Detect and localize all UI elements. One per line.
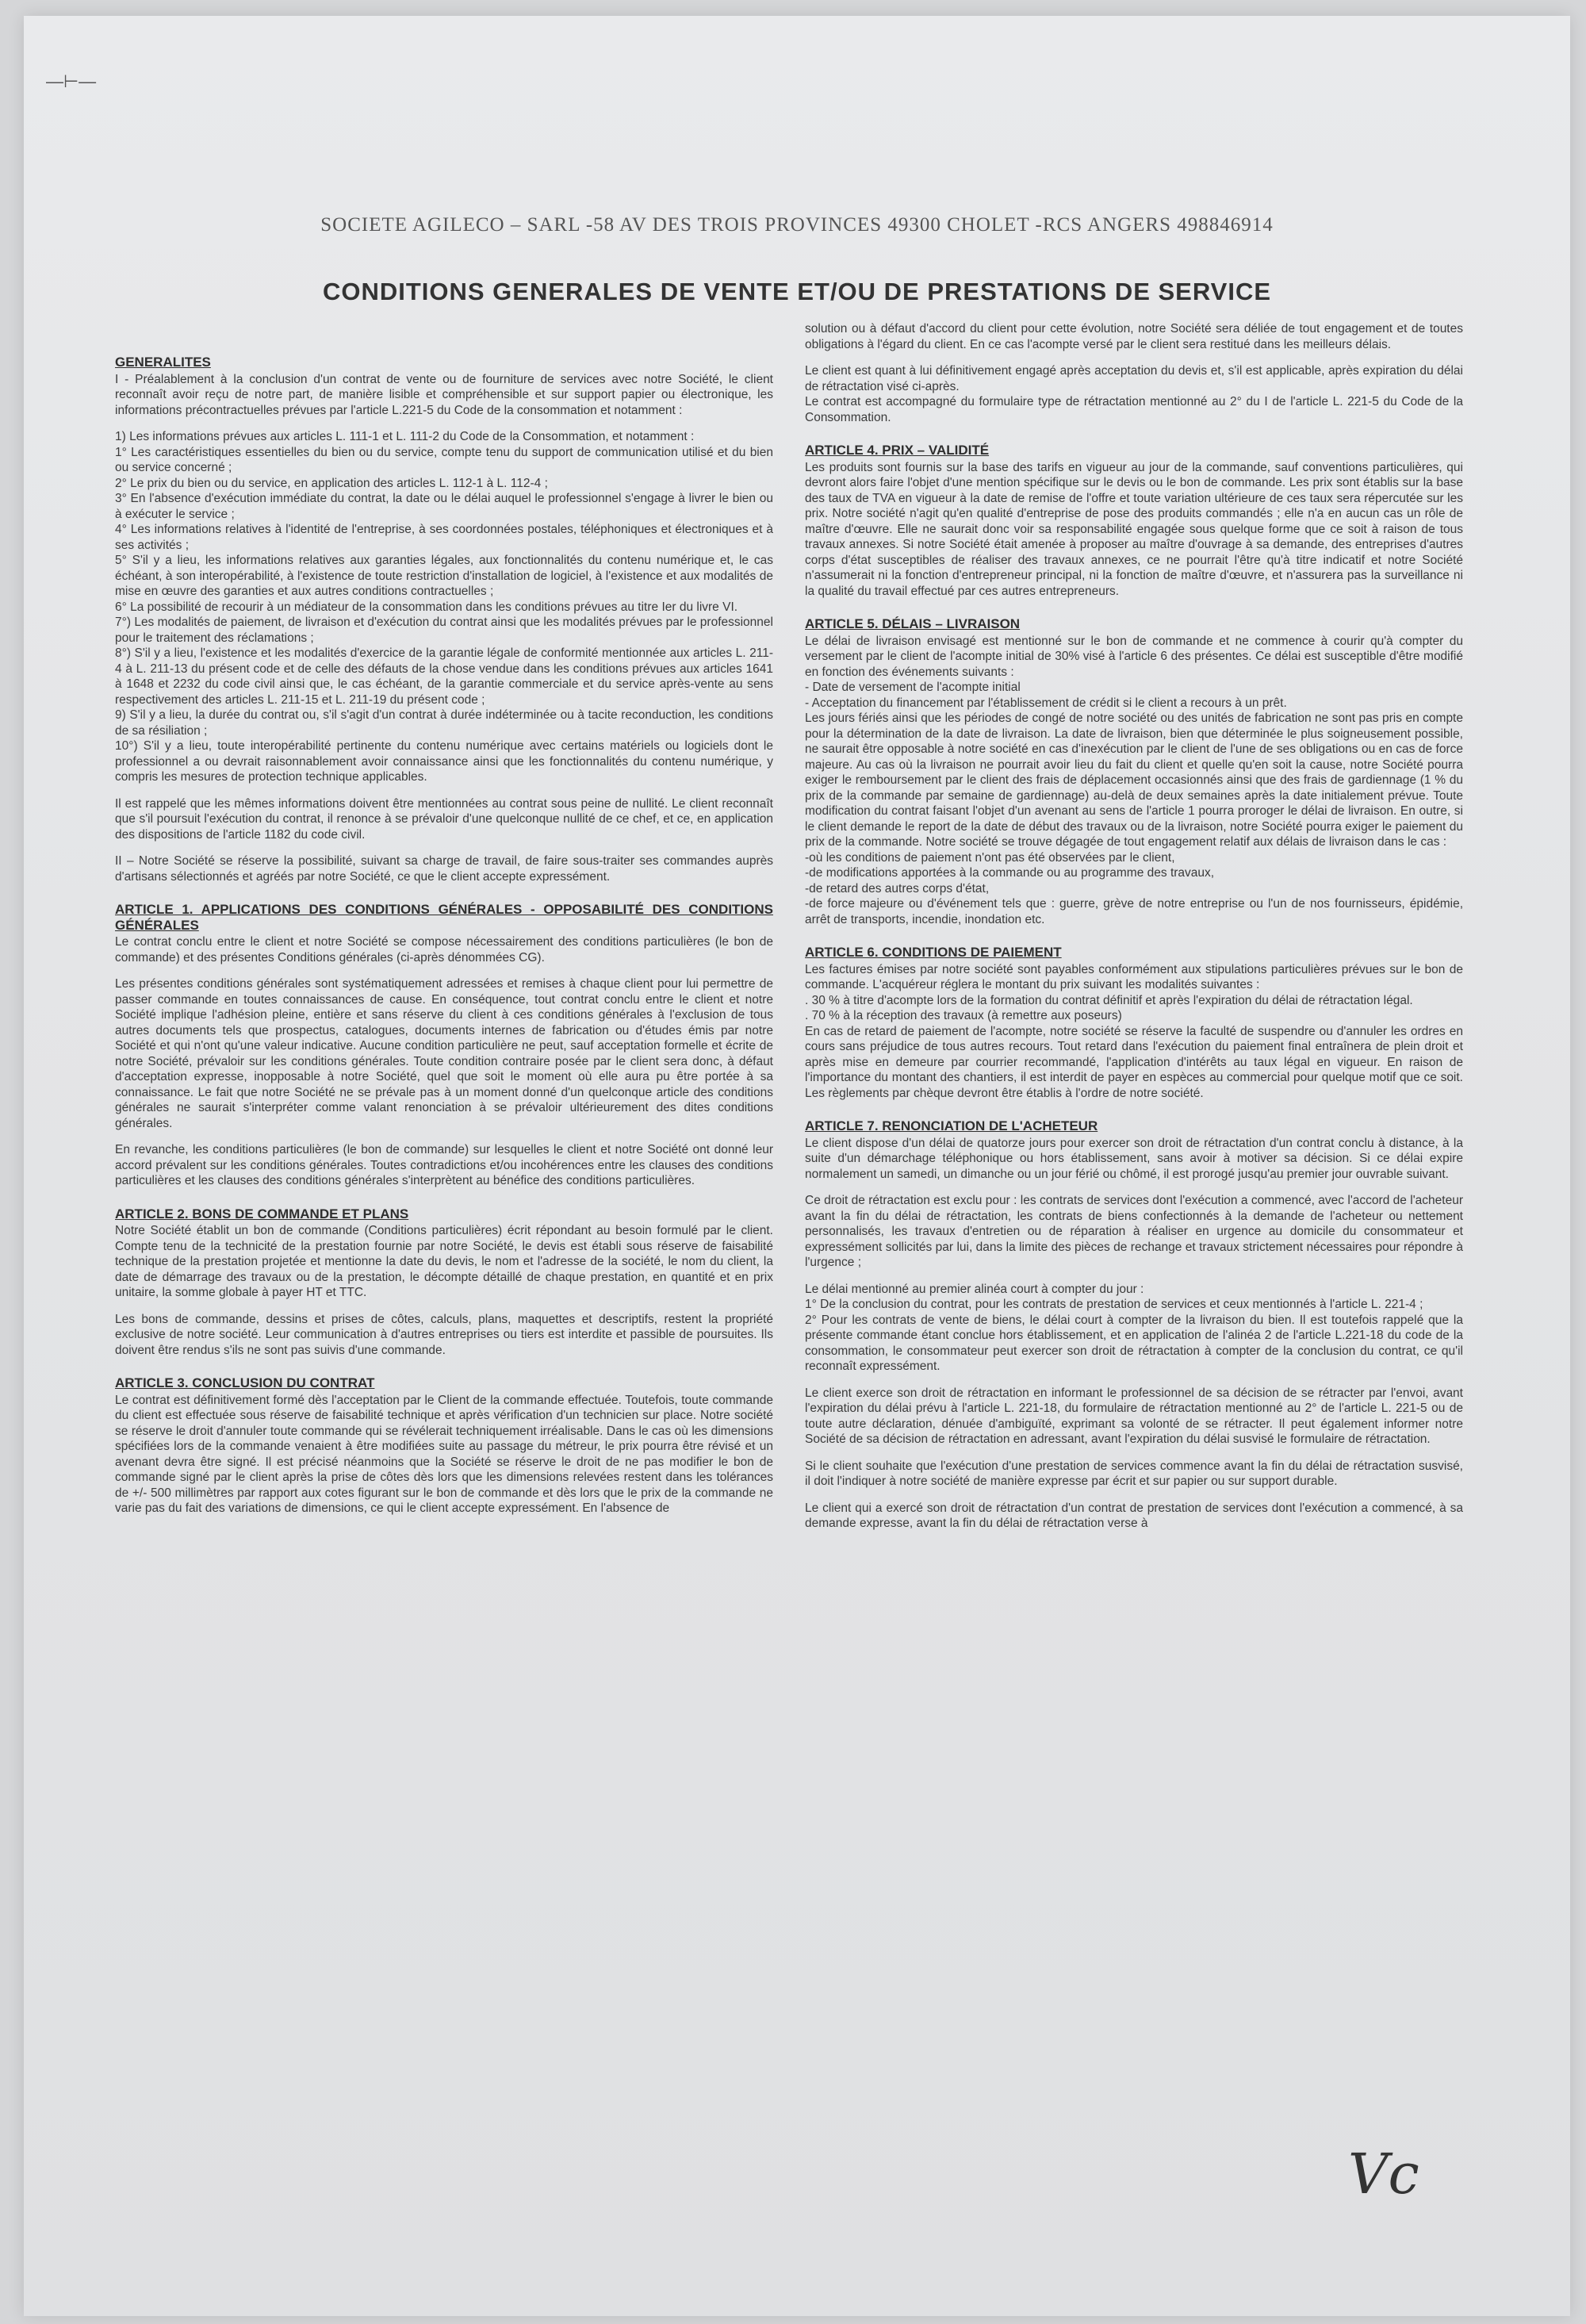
paragraph: 1) Les informations prévues aux articles L. 111-1 et L. 111-2 du Code de la Consommation, et notamment : bbox=[115, 430, 695, 443]
paragraph: I - Préalablement à la conclusion d'un contrat de vente ou de fourniture de services avec notre Société, le client reconnaît avoir reçu de notre part, de manière lisible et compréhensible et sur support papier ou électronique, les informations précontractuelles prévues par l'article L.221-5 du Code de la consommation et notamment : bbox=[115, 372, 773, 417]
list-item: -où les conditions de paiement n'ont pas été observées par le client, bbox=[805, 850, 1175, 865]
list-item: 6° La possibilité de recourir à un médiateur de la consommation dans les conditions prévues au titre Ier du livre VI. bbox=[115, 600, 738, 614]
list-item: 5° S'il y a lieu, les informations relatives aux garanties légales, aux fonctionnalités du contenu numérique et, le cas échéant, à son interopérabilité, à l'existence de toute restriction d'installation de logiciel, à l'existence et aux modalités de mise en œuvre des garanties et aux autres conditions contractuelles ; bbox=[115, 554, 773, 598]
list-item: 1° De la conclusion du contrat, pour les contrats de prestation de services et ceux mentionnés à l'article L. 221-4 ; bbox=[805, 1298, 1423, 1311]
list-item: 3° En l'absence d'exécution immédiate du contrat, la date ou le délai auquel le professionnel s'engage à livrer le bien ou à exécuter le service ; bbox=[115, 492, 773, 521]
article-heading: ARTICLE 7. RENONCIATION DE L'ACHETEUR bbox=[805, 1118, 1098, 1133]
scan-mark: —⊢— bbox=[46, 71, 97, 91]
article-heading: ARTICLE 5. DÉLAIS – LIVRAISON bbox=[805, 616, 1021, 631]
handwritten-initials: Vc bbox=[1348, 2142, 1419, 2207]
list-item: 10°) S'il y a lieu, toute interopérabilité pertinente du contenu numérique avec certains matériels ou logiciels dont le professionnel a ou devrait raisonnablement avoir connaissance ainsi que les fonctionnalités du contenu numérique, y compris les mesures de protection technique applicables. bbox=[115, 739, 773, 784]
company-header: SOCIETE AGILECO – SARL -58 AV DES TROIS PROVINCES 49300 CHOLET -RCS ANGERS 498846914 bbox=[320, 214, 1274, 236]
article-heading: ARTICLE 6. CONDITIONS DE PAIEMENT bbox=[805, 945, 1062, 960]
paragraph: Les factures émises par notre société sont payables conformément aux stipulations particulières prévues sur le bon de commande. L'acquéreur réglera le montant du prix suivant les modalités suivantes : bbox=[805, 962, 1463, 991]
list-item: -de modifications apportées à la commande ou au programme des travaux, bbox=[805, 866, 1215, 880]
right-column bbox=[805, 321, 1463, 1543]
list-item: 2° Le prix du bien ou du service, en application des articles L. 112-1 à L. 112-4 ; bbox=[115, 476, 548, 490]
list-item: - Acceptation du financement par l'établissement de crédit si le client a recours à un prêt. bbox=[805, 696, 1287, 710]
list-item: -de retard des autres corps d'état, bbox=[805, 881, 990, 895]
left-column bbox=[115, 337, 773, 1528]
information-list bbox=[115, 445, 773, 785]
paragraph: Le délai de livraison envisagé est mentionné sur le bon de commande et ne commence à courir qu'à compter du versement par le client de l'acompte initial de 30% visé à l'article 6 des présentes. Ce délai est susceptible d'être modifié en fonction des événements suivants : bbox=[805, 634, 1463, 679]
article-heading: ARTICLE 3. CONCLUSION DU CONTRAT bbox=[115, 1375, 375, 1390]
paragraph: solution ou à défaut d'accord du client pour cette évolution, notre Société sera déliée de tout engagement et de toutes obligations à l'égard du client. En ce cas l'acompte versé par le client sera restitué dans les meilleurs délais. bbox=[805, 322, 1463, 351]
paragraph: Les produits sont fournis sur la base des tarifs en vigueur au jour de la commande, sauf conventions particulières, qui devront alors faire l'objet d'une mention spécifique sur le devis ou le bon de commande. Les prix sont établis sur la base des taux de TVA en vigueur à la date de remise de l'offre et toute variation ultérieure de ces taux sera répercutée sur les prix. Notre société n'agit qu'en qualité d'entreprise de pose des produits commandés ; elle n'a en aucun cas un rôle de maître d'œuvre. Elle ne saurait donc voir sa responsabilité engagée sous quelque forme que ce soit à raison de tous travaux annexes. Si notre Société était amenée à proposer au maître d'ouvrage à sa demande, des entreprises d'autres corps d'état susceptibles de réaliser des travaux annexes, ce ne pourrait l'être qu'à titre indicatif et notre Société n'assumerait ni la fonction d'entrepreneur principal, ni la fonction de maître d'œuvre, et n'assurera pas la surveillance ni la qualité du travail effectué par ces autres entrepreneurs. bbox=[805, 460, 1463, 598]
article-heading: ARTICLE 4. PRIX – VALIDITÉ bbox=[805, 443, 990, 458]
paragraph: Le client est quant à lui définitivement engagé après acceptation du devis et, s'il est applicable, après expiration du délai de rétractation visé ci-après. bbox=[805, 364, 1463, 393]
list-item: 7°) Les modalités de paiement, de livraison et d'exécution du contrat ainsi que les modalités prévues par le professionnel pour le traitement des réclamations ; bbox=[115, 616, 773, 645]
list-item: 8°) S'il y a lieu, l'existence et les modalités d'exercice de la garantie légale de conformité mentionnée aux articles L. 211-4 à L. 211-13 du présent code et de celle des défauts de la chose vendue dans les conditions prévues aux articles 1641 à 1648 et 2232 du code civil ainsi que, le cas échéant, de la garantie commerciale et du service après-vente au sens respectivement des articles L. 211-15 et L. 211-19 du présent code ; bbox=[115, 646, 773, 707]
list-item: . 30 % à titre d'acompte lors de la formation du contrat définitif et après l'expiration du délai de rétractation légal. bbox=[805, 993, 1413, 1007]
document-sheet bbox=[24, 16, 1570, 2316]
paragraph: En cas de retard de paiement de l'acompte, notre société se réserve la faculté de suspendre ou d'annuler les ordres en cours sans préjudice de tous autres recours. Tout retard dans l'exécution du paiement final entraînera de plein droit et après mise en demeure par courrier recommandé, l'application d'intérêts au taux légal en vigueur. En raison de l'importance du montant des chantiers, il est interdit de payer en espèces au commercial pour quelque motif que ce soit. Les règlements par chèque devront être établis à l'ordre de notre société. bbox=[805, 1024, 1463, 1100]
article-heading: ARTICLE 2. BONS DE COMMANDE ET PLANS bbox=[115, 1206, 409, 1221]
list-item: 1° Les caractéristiques essentielles du bien ou du service, compte tenu du support de communication utilisé et du bien ou service concerné ; bbox=[115, 445, 773, 474]
list-item: - Date de versement de l'acompte initial bbox=[805, 681, 1021, 694]
paragraph: Le client exerce son droit de rétractation en informant le professionnel de sa décision de se rétracter par l'envoi, avant l'expiration du délai prévu à l'article L. 221-18, du formulaire de rétractation mentionné au 2° de l'article L. 221-5 ou de toute autre déclaration, dénuée d'ambiguïté, exprimant sa volonté de se rétracter. Il peut également informer notre Société de sa décision de rétractation en adressant, avant l'expiration du délai susvisé le formulaire de rétractation. bbox=[805, 1386, 1463, 1446]
paragraph: II – Notre Société se réserve la possibilité, suivant sa charge de travail, de faire sous-traiter ses commandes auprès d'artisans sélectionnés et agréés par notre Société, ce que le client accepte expressément. bbox=[115, 854, 773, 884]
paragraph: Les jours fériés ainsi que les périodes de congé de notre société ou des unités de fabrication ne sont pas pris en compte pour la détermination de la date de livraison. La date de livraison, bien que déterminée le plus soigneusement possible, ne saurait être opposable à notre société en cas d'inexécution par le client de l'une de ses obligations ou en cas de force majeure. Au cas où la livraison ne pourrait avoir lieu du fait du client et quelle qu'en soit la cause, notre Société pourra exiger le remboursement par le client des frais de déplacement occasionnés ainsi que des frais de gardiennage (1 % du prix de la commande par semaine de gardiennage) au-delà de deux semaines après la date initialement prévue. Toute modification du contrat faisant l'objet d'un avenant au sens de l'article 1 pourra proroger le délai de livraison. En outre, si le client demande le report de la date de début des travaux ou de la livraison, notre Société pourra exiger le paiement du prix de la commande. Notre société se trouve dégagée de tout engagement relatif aux délais de livraison dans le cas : bbox=[805, 711, 1463, 849]
paragraph: Notre Société établit un bon de commande (Conditions particulières) écrit répondant au besoin formulé par le client. Compte tenu de la technicité de la prestation fournie par notre Société, le devis est établi sous réserve de faisabilité technique de la prestation projetée et mentionne la date du devis, le nom et l'adresse de la société, le nom du client, la date de démarrage des travaux ou de la prestation, le décompte détaillé de chaque prestation, en quantité et en prix unitaire, la somme globale à payer HT et TTC. bbox=[115, 1224, 773, 1299]
paragraph: En revanche, les conditions particulières (le bon de commande) sur lesquelles le client et notre Société ont donné leur accord prévalent sur les conditions générales. Toutes contradictions et/ou incohérences entre les clauses des conditions particulières et les clauses des conditions générales s'interprètent au bénéfice des conditions particulières. bbox=[115, 1143, 773, 1187]
paragraph: Si le client souhaite que l'exécution d'une prestation de services commence avant la fin du délai de rétractation susvisé, il doit l'indiquer à notre société de manière expresse par écrit et sur papier ou sur support durable. bbox=[805, 1459, 1463, 1488]
list-item: -de force majeure ou d'événement tels que : guerre, grève de notre entreprise ou l'un de nos fournisseurs, épidémie, arrêt de transports, incendie, inondation etc. bbox=[805, 897, 1463, 926]
list-item: 9) S'il y a lieu, la durée du contrat ou, s'il s'agit d'un contrat à durée indéterminée ou à tacite reconduction, les conditions de sa résiliation ; bbox=[115, 708, 773, 738]
article-heading: ARTICLE 1. APPLICATIONS DES CONDITIONS GÉNÉRALES - OPPOSABILITÉ DES CONDITIONS GÉNÉRALES bbox=[115, 902, 773, 933]
paragraph: Le client qui a exercé son droit de rétractation d'un contrat de prestation de services dont l'exécution a commencé, à sa demande expresse, avant la fin du délai de rétractation verse à bbox=[805, 1501, 1463, 1530]
paragraph: Les présentes conditions générales sont systématiquement adressées et remises à chaque client pour lui permettre de passer commande en toutes connaissances de cause. En conséquence, tout contrat conclu entre le client et notre Société implique l'adhésion pleine, entière et sans réserve du client à ces conditions générales à l'exclusion de tous autres documents tels que prospectus, catalogues, documents internes de fabrication ou d'études émis par notre Société et qui n'ont qu'une valeur indicative. Aucune condition particulière ne peut, sauf acceptation formelle et écrite de notre Société, prévaloir sur les conditions générales. Toute condition contraire posée par le client sera donc, à défaut d'acceptation expresse, inopposable à notre Société, quel que soit le moment où elle aura pu être portée à sa connaissance. Le fait que notre Société ne se prévale pas à un moment donné d'un quelconque article des conditions générales ne saurait s'interpréter comme valant renonciation à se prévaloir ultérieurement des dites conditions générales. bbox=[115, 977, 773, 1130]
list-item: 2° Pour les contrats de vente de biens, le délai court à compter de la livraison du bien. Il est toutefois rappelé que la présente commande étant conclue hors établissement, et en application de l'alinéa 2 de l'article L.221-18 du code de la consommation, le consommateur peut exercer son droit de rétractation à compter de la conclusion du contrat, ce qu'il reconnaît expressément. bbox=[805, 1313, 1463, 1373]
paragraph: Le contrat est définitivement formé dès l'acceptation par le Client de la commande effectuée. Toutefois, toute commande du client est effectuée sous réserve de faisabilité technique et après vérification d'un technicien sur place. Notre société se réserve le droit d'annuler toute commande qui se révélerait techniquement irréalisable. Dans le cas où les dimensions spécifiées lors de la commande venaient à être modifiées suite au passage du métreur, le prix pourra être révisé et un avenant devra être signé. Il est précisé néanmoins que la Société se réserve le droit de ne pas modifier le bon de commande signé par le client après la prise de côtes dès lors que les dimensions relevées restent dans les tolérances de +/- 500 millimètres par rapport aux cotes figurant sur le bon de commande et dès lors que le prix de la commande ne varie pas du fait des variations de dimensions, ce qui le client accepte expressément. En l'absence de bbox=[115, 1393, 773, 1515]
section-heading: GENERALITES bbox=[115, 355, 211, 370]
paragraph: Le contrat conclu entre le client et notre Société se compose nécessairement des conditions particulières (le bon de commande) et des présentes Conditions générales (ci-après dénommées CG). bbox=[115, 935, 773, 964]
paragraph: Il est rappelé que les mêmes informations doivent être mentionnées au contrat sous peine de nullité. Le client reconnaît que s'il poursuit l'exécution du contrat, il renonce à se prévaloir d'une quelconque nullité de ce chef, et ce, en application des dispositions de l'article 1182 du code civil. bbox=[115, 796, 773, 842]
paragraph: Ce droit de rétractation est exclu pour : les contrats de services dont l'exécution a commencé, avec l'accord de l'acheteur avant la fin du délai de rétractation, les contrats de biens confectionnés à la demande de l'acheteur ou nettement personnalisés, les travaux d'entretien ou de réparation à réaliser en urgence au domicile du consommateur et expressément sollicités par lui, dans la limite des pièces de rechange et travaux strictement nécessaires pour répondre à l'urgence ; bbox=[805, 1194, 1463, 1269]
paragraph: Le délai mentionné au premier alinéa court à compter du jour : bbox=[805, 1282, 1144, 1296]
paragraph: Les bons de commande, dessins et prises de côtes, calculs, plans, maquettes et descriptifs, restent la propriété exclusive de notre société. Leur communication à d'autres entreprises ou tiers est interdite et passible de poursuites. Ils doivent être rendus s'ils ne sont pas suivis d'une commande. bbox=[115, 1312, 773, 1357]
document-title: CONDITIONS GENERALES DE VENTE ET/OU DE PRESTATIONS DE SERVICE bbox=[322, 278, 1272, 305]
list-item: 4° Les informations relatives à l'identité de l'entreprise, à ses coordonnées postales, téléphoniques et électroniques et à ses activités ; bbox=[115, 523, 773, 552]
paragraph: Le contrat est accompagné du formulaire type de rétractation mentionné au 2° du I de l'article L. 221-5 du Code de la Consommation. bbox=[805, 395, 1463, 424]
list-item: . 70 % à la réception des travaux (à remettre aux poseurs) bbox=[805, 1009, 1122, 1022]
paragraph: Le client dispose d'un délai de quatorze jours pour exercer son droit de rétractation d'un contrat conclu à distance, à la suite d'un démarchage téléphonique ou hors établissement, sans avoir à motiver sa décision. Si ce délai expire normalement un samedi, un dimanche ou un jour férié ou chômé, il est prorogé jusqu'au premier jour ouvrable suivant. bbox=[805, 1136, 1463, 1181]
